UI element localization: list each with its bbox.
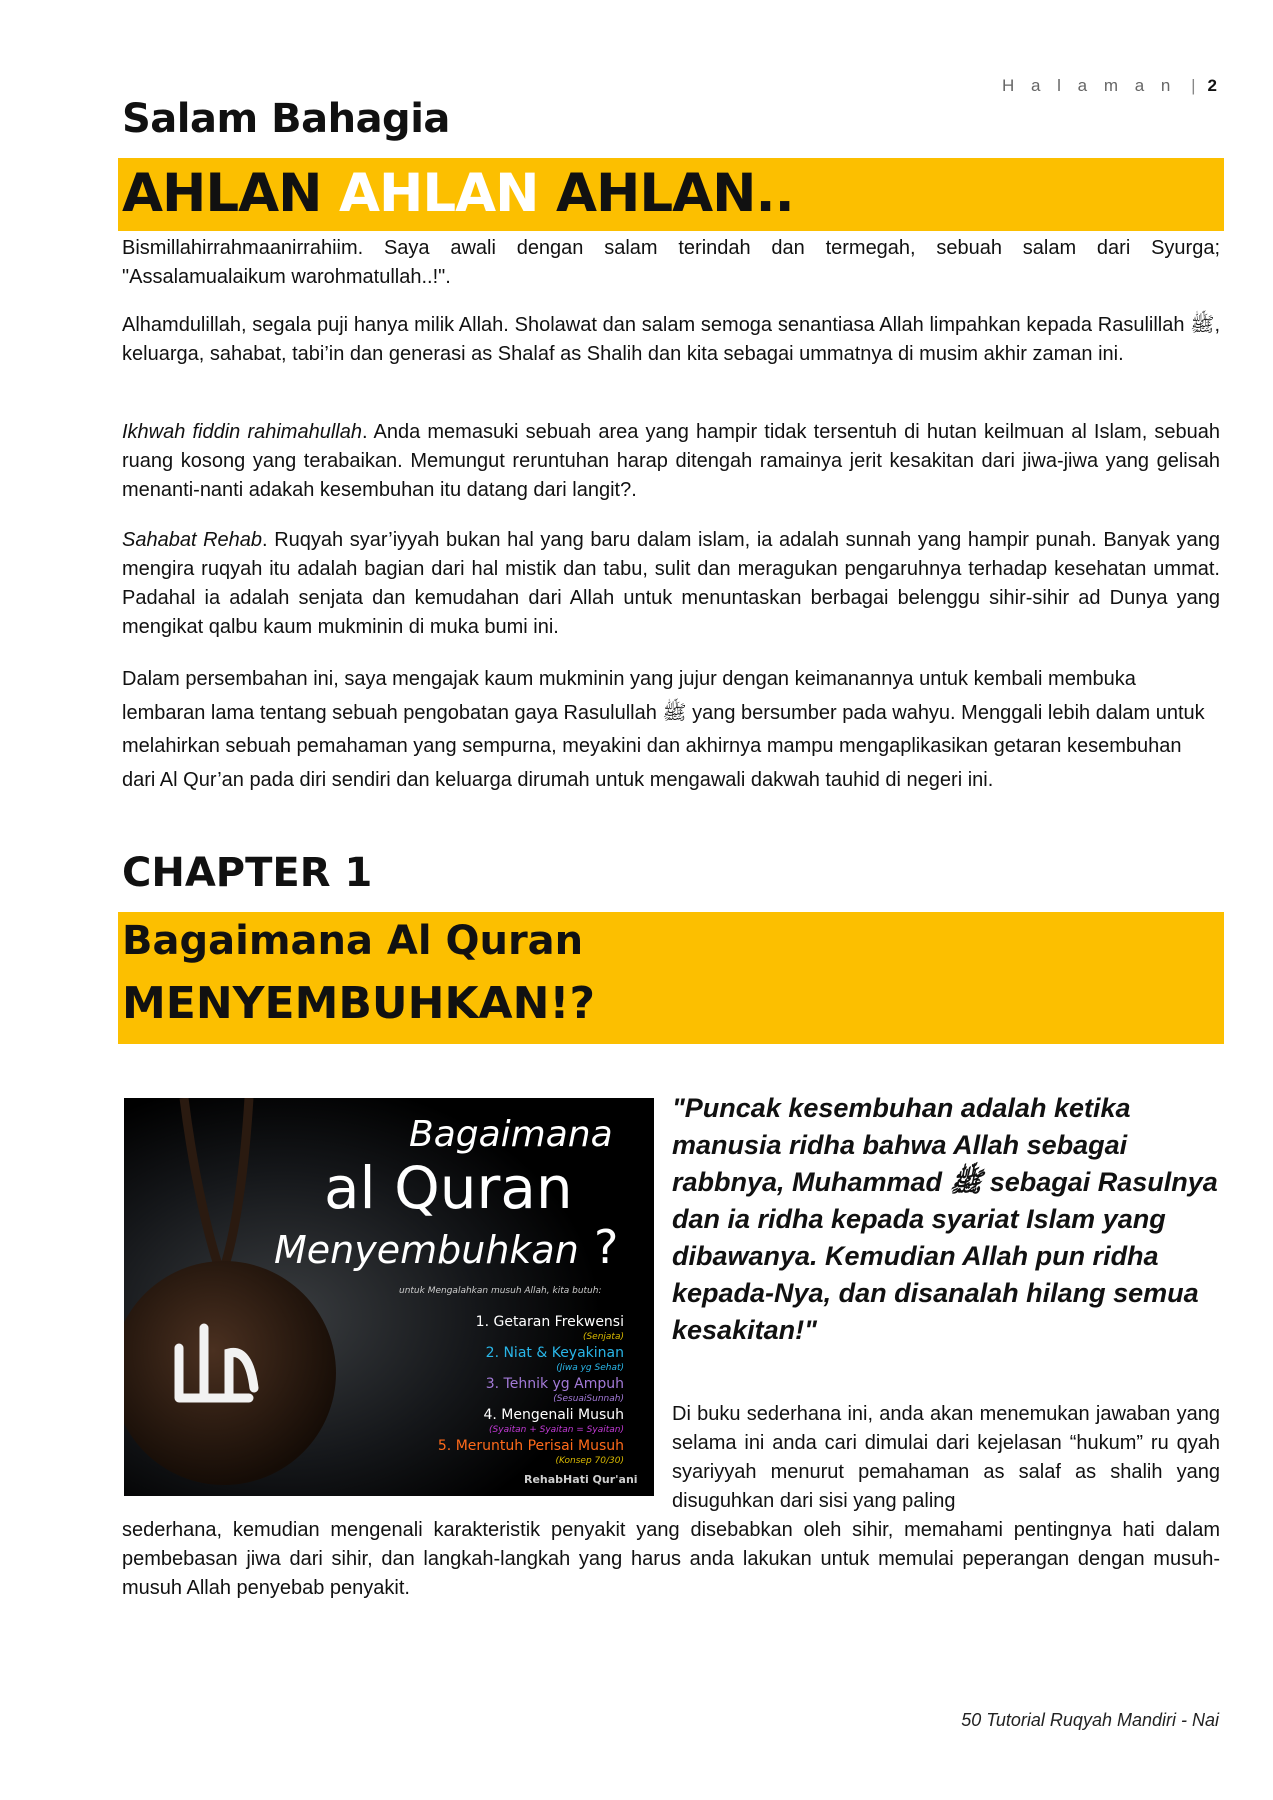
intro-banner-text bbox=[122, 163, 794, 224]
figure-title-3: Menyembuhkan bbox=[274, 1228, 579, 1272]
page-number: 2 bbox=[1207, 76, 1217, 95]
page-header: H a l a m a n | 2 bbox=[1002, 76, 1217, 95]
chapter-illustration bbox=[124, 1098, 654, 1496]
chapter-banner-line-1: Bagaimana Al Quran bbox=[122, 918, 584, 964]
figure-subtitle: untuk Mengalahkan musuh Allah, kita butuh: bbox=[399, 1286, 602, 1296]
figure-item-1: 1. Getaran Frekwensi bbox=[475, 1314, 624, 1330]
intro-title: Salam Bahagia bbox=[122, 96, 450, 142]
figure-title-1: Bagaimana bbox=[409, 1114, 613, 1155]
paragraph-4-body: . Ruqyah syar’iyyah bukan hal yang baru dalam islam, ia adalah sunnah yang hampir punah. Banyak yang mengira ruqyah itu adalah bagian dari hal mistik dan tabu, sulit dan meragukan pengaruhnya terhadap kesehatan ummat. Padahal ia adalah senjata dan kemudahan dari Allah untuk menuntaskan berbagai belenggu sihir-sihir ad Dunya yang mengikat qalbu kaum mukminin di muka bumi ini. bbox=[122, 529, 1220, 638]
paragraph-4 bbox=[122, 526, 1220, 642]
figure-item-3: 3. Tehnik yg Ampuh bbox=[485, 1376, 624, 1392]
figure-item-5-note: (Konsep 70/30) bbox=[555, 1456, 624, 1466]
paragraph-6: Di buku sederhana ini, anda akan menemukan jawaban yang selama ini anda cari dimulai dari kejelasan “hukum” ru qyah syariyyah menurut pemahaman as salaf as shalih yang disuguhkan dari sisi yang paling bbox=[672, 1403, 1220, 1512]
figure-item-1-note: (Senjata) bbox=[582, 1332, 624, 1342]
figure-item-4: 4. Mengenali Musuh bbox=[483, 1407, 624, 1423]
banner-word-1: AHLAN bbox=[122, 163, 322, 224]
illustration-graphic bbox=[124, 1098, 654, 1496]
paragraph-7: sederhana, kemudian mengenali karakteristik penyakit yang disebabkan oleh sihir, memahami pentingnya hati dalam pembebasan jiwa dari sihir, dan langkah-langkah yang harus anda lakukan untuk memulai peperangan dengan musuh-musuh Allah penyebab penyakit. bbox=[122, 1519, 1220, 1599]
paragraph-3-body: . Anda memasuki sebuah area yang hampir tidak tersentuh di hutan keilmuan al Islam, sebuah ruang kosong yang terabaikan. Memungut reruntuhan harap ditengah ramainya jerit kesakitan dari jiwa-jiwa yang gelisah menanti-nanti adakah kesembuhan itu datang dari langit?. bbox=[122, 421, 1220, 501]
figure-item-2-note: (Jiwa yg Sehat) bbox=[556, 1363, 624, 1373]
paragraph-1: Bismillahirrahmaanirrahiim. Saya awali dengan salam terindah dan termegah, sebuah salam dari Syurga; "Assalamualaikum warohmatullah..!". bbox=[122, 237, 1220, 288]
banner-word-3: AHLAN.. bbox=[555, 163, 794, 224]
figure-question-mark: ? bbox=[594, 1220, 619, 1274]
figure-item-2: 2. Niat & Keyakinan bbox=[485, 1345, 624, 1361]
figure-credit: RehabHati Qur'ani bbox=[524, 1473, 638, 1486]
banner-word-2: AHLAN bbox=[338, 163, 539, 224]
chapter-banner bbox=[118, 912, 1224, 1044]
paragraph-3 bbox=[122, 418, 1220, 505]
paragraph-5: Dalam persembahan ini, saya mengajak kaum mukminin yang jujur dengan keimanannya untuk kembali membuka lembaran lama tentang sebuah pengobatan gaya Rasulullah ﷺ yang bersumber pada wahyu. Menggali lebih dalam untuk melahirkan sebuah pemahaman yang sempurna, meyakini dan akhirnya mampu mengaplikasikan getaran kesembuhan dari Al Qur’an pada diri sendiri dan keluarga dirumah untuk mengawali dakwah tauhid di negeri ini. bbox=[122, 668, 1205, 791]
figure-item-3-note: (SesuaiSunnah) bbox=[553, 1394, 624, 1404]
intro-banner bbox=[118, 158, 1224, 231]
paragraph-4-lead: Sahabat Rehab bbox=[122, 529, 263, 551]
page-label: H a l a m a n bbox=[1002, 76, 1177, 95]
page-footer: 50 Tutorial Ruqyah Mandiri - Nai bbox=[961, 1710, 1219, 1730]
pull-quote: "Puncak kesembuhan adalah ketika manusia ridha bahwa Allah sebagai rabbnya, Muhammad ﷺ sebagai Rasulnya dan ia ridha kepada syariat Islam yang dibawanya. Kemudian Allah pun ridha kepada-Nya, dan disanalah hilang semua kesakitan!" bbox=[672, 1093, 1218, 1345]
chapter-banner-line-2: MENYEMBUHKAN!? bbox=[122, 978, 596, 1029]
figure-item-4-note: (Syaitan + Syaitan = Syaitan) bbox=[489, 1425, 624, 1435]
chapter-label: CHAPTER 1 bbox=[122, 850, 373, 896]
figure-item-5: 5. Meruntuh Perisai Musuh bbox=[437, 1438, 624, 1454]
paragraph-3-lead: Ikhwah fiddin rahimahullah bbox=[122, 421, 362, 443]
figure-title-2: al Quran bbox=[324, 1154, 573, 1222]
paragraph-2: Alhamdulillah, segala puji hanya milik Allah. Sholawat dan salam semoga senantiasa Allah limpahkan kepada Rasulillah ﷺ, keluarga, sahabat, tabi’in dan generasi as Shalaf as Shalih dan kita sebagai ummatnya di musim akhir zaman ini. bbox=[122, 314, 1220, 365]
